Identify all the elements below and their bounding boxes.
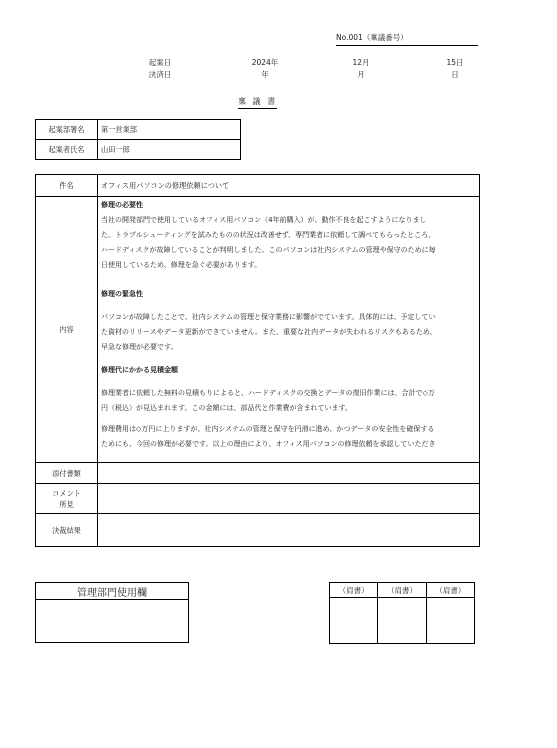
section-heading: 修理の必要性 <box>101 201 143 209</box>
management-body[interactable] <box>36 600 189 643</box>
dept-label: 起案部署名 <box>36 120 98 140</box>
proposal-table <box>35 174 480 547</box>
seal-title-2: （肩書） <box>378 583 426 598</box>
management-box <box>35 582 189 643</box>
subject-row <box>36 175 480 197</box>
draft-date-year: 2024年 <box>251 58 279 67</box>
settlement-date-year: 年 <box>261 70 269 79</box>
subject-label: 件名 <box>36 175 98 197</box>
document-title: 稟 議 書 <box>238 96 277 109</box>
attachment-value[interactable] <box>98 463 480 484</box>
content-line: た。トラブルシューティングを試みたものの状況は改善せず、専門業者に依頼して調べてもらったところ、 <box>101 231 436 239</box>
content-line: た資材のリリースやデータ更新ができていません。また、重要な社内データが失われるリスクもあるため、 <box>101 328 437 336</box>
management-title: 管理部門使用欄 <box>36 583 189 600</box>
decision-value[interactable] <box>98 514 480 547</box>
draft-date-month: 12月 <box>352 58 370 67</box>
seal-box-2[interactable] <box>378 598 426 644</box>
settlement-date-label: 決済日 <box>148 70 172 79</box>
content-line: パソコンが故障したことで、社内システムの管理と保守業務に影響がでています。具体的には、予定してい <box>101 313 436 321</box>
section-heading: 修理代にかかる見積金額 <box>101 366 178 374</box>
draft-date-day: 15日 <box>446 58 464 67</box>
seal-box-3[interactable] <box>426 598 474 644</box>
section-heading: 修理の緊急性 <box>101 290 143 298</box>
decision-label: 決裁結果 <box>36 514 98 547</box>
drafter-info-table <box>35 119 241 160</box>
content-cell[interactable] <box>98 197 480 463</box>
decision-row <box>36 514 480 547</box>
content-line: 円（税込）が見込まれます。この金額には、部品代と作業費が含まれています。 <box>101 404 352 412</box>
comment-label-line2: 所見 <box>59 499 74 509</box>
seal-title-1: （肩書） <box>330 583 378 598</box>
name-label: 起案者氏名 <box>36 140 98 160</box>
comment-label-line1: コメント <box>52 488 81 498</box>
content-line: 当社の開発部門で使用しているオフィス用パソコン（4年前購入）が、動作不良を起こすようになりまし <box>101 216 427 224</box>
approval-seal-table <box>329 582 475 644</box>
settlement-date-month: 月 <box>357 70 365 79</box>
content-body <box>98 197 479 462</box>
content-line: 修理業者に依頼した無料の見積もりによると、ハードディスクの交換とデータの復旧作業には、合計で◇万 <box>101 389 435 397</box>
content-line: 早急な修理が必要です。 <box>101 343 178 351</box>
document-number: No.001（稟議番号） <box>336 32 478 46</box>
name-value[interactable]: 山田一郎 <box>98 140 241 160</box>
settlement-date-day: 日 <box>451 70 459 79</box>
dept-row <box>36 120 241 140</box>
comment-row <box>36 484 480 514</box>
content-line: 修理費用は◇万円に上りますが、社内システムの管理と保守を円滑に進め、かつデータの安全性を確保する <box>101 425 435 433</box>
attachment-row <box>36 463 480 484</box>
seal-box-1[interactable] <box>330 598 378 644</box>
content-line: ハードディスクが故障していることが判明しました。このパソコンは社内システムの管理や保守のために毎 <box>101 246 436 254</box>
name-row <box>36 140 241 160</box>
content-line: 日使用しているため、修理を急ぐ必要があります。 <box>101 261 262 269</box>
comment-value[interactable] <box>98 484 480 514</box>
dept-value[interactable]: 第一営業部 <box>98 120 241 140</box>
content-label: 内容 <box>36 197 98 463</box>
content-line: ためにも、今回の修理が必要です。以上の理由により、オフィス用パソコンの修理依頼を承認していただき <box>101 440 436 448</box>
comment-label <box>36 484 98 514</box>
attachment-label: 添付書類 <box>36 463 98 484</box>
content-row <box>36 197 480 463</box>
subject-value[interactable]: オフィス用パソコンの修理依頼について <box>98 175 480 197</box>
draft-date-label: 起案日 <box>148 58 172 67</box>
seal-title-3: （肩書） <box>426 583 474 598</box>
